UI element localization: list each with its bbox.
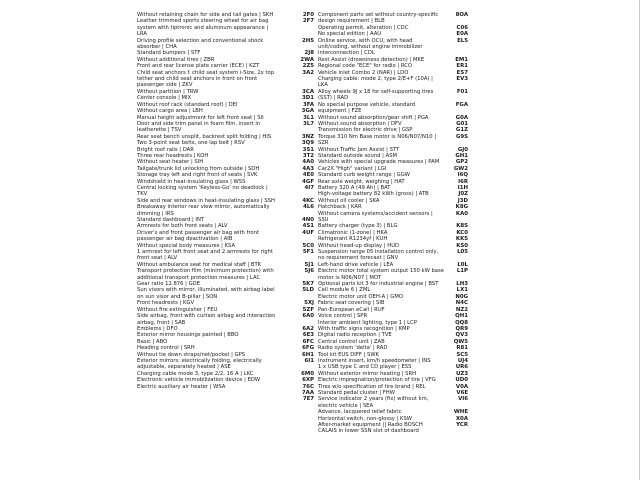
option-code: EV3 [456,76,468,83]
option-code: 6M0 [301,370,314,377]
equipment-entry [137,396,314,402]
option-code: I1H [457,184,468,191]
equipment-description: 1 armrest for left front seat and 2 armrests for right front seat | ALV [137,249,273,262]
equipment-description: Without ambulance seat for medical staff | BTK [137,261,262,268]
equipment-description: Front and rear license plate carrier (ECE) | KZT [137,63,260,70]
equipment-description: Transmission for electric drive | GSP [318,127,413,134]
option-code: 6FC [302,338,314,345]
equipment-description: Voice control | SPR [318,313,368,320]
equipment-description: Without fire extinguisher | FEU [137,306,218,313]
equipment-list-left [137,12,314,403]
equipment-description: Basic | ABO [137,338,168,345]
option-code: YCR [456,422,468,428]
option-code: 3GA [301,108,314,115]
equipment-description: Side and rear windows in heat-insulating glass | SSH [137,197,275,204]
equipment-description: Electric motor unit OEH-A | GMO [318,293,403,300]
equipment-description: Standard curb weight range | GGW [318,172,410,179]
equipment-description: Online service, with OCU, with head unit/coding, without engine immobilizer interconnection | CDL [318,37,423,57]
option-code: 4E0 [302,172,314,179]
equipment-description: Electric impregnation/protection of tire | VFG [318,377,436,384]
option-code: 4UF [302,229,314,236]
option-code: 3A2 [302,69,314,76]
equipment-description: Door and side trim panel in foam film, insert in leatherette | TSV [137,120,261,134]
equipment-entry [137,249,314,262]
equipment-description: Cell module 6 | ZML [318,287,371,294]
equipment-description: Digital radio reception | TVE [318,332,392,339]
option-code: EM1 [455,56,468,63]
option-code: 3CA [302,88,314,95]
option-code: 3T2 [302,152,314,159]
option-code: WHE [453,409,468,416]
option-code: 4S1 [302,223,314,230]
equipment-description: Sun visors with mirror, illuminated, with airbag label on sun visor and B-pillar | SON [137,287,275,300]
option-code: ER1 [456,63,468,70]
equipment-description: Pan-European eCall | RUF [318,306,385,313]
equipment-description: Fabric seat covering | SIB [318,300,385,307]
equipment-entry [137,18,314,37]
option-code: V6E [456,389,468,396]
option-code: QR9 [455,325,468,332]
equipment-description: Instrument insert, km/h speedometer | INS [318,357,431,364]
option-code: 3Q9 [301,140,314,147]
equipment-entry [318,89,468,102]
option-code: X0A [455,415,468,422]
equipment-description: Regional code "ECE" for radio | RCO [318,63,413,70]
option-code: 5C0 [302,242,314,249]
option-code: 6A2 [302,325,314,332]
option-code: 6E3 [302,332,314,339]
equipment-description: Side airbag, front with curtain airbag and interaction airbag, front | SAB [137,313,276,326]
option-code: GH1 [455,152,468,159]
equipment-entry [318,102,468,115]
equipment-description: Charging cable mode 3, type 2/2, 16 A | LKC [137,370,254,377]
equipment-description: Central control unit | ZAB [318,338,385,345]
option-code: K8G [455,204,468,211]
option-code: 4I7 [304,184,314,191]
option-code: 3FA [303,101,314,108]
option-code: QH1 [455,313,468,320]
equipment-description: Without retaining chain for side and tail gates | SKH [137,12,274,18]
option-code: UD0 [455,377,468,384]
equipment-entry [318,428,468,434]
equipment-description: Central locking system 'Keyless-Go' no deadlock | TKV [137,184,268,198]
equipment-entry [318,268,468,281]
equipment-description: Horizontal switch, non-glossy | KSW [318,415,412,422]
equipment-description: Refrigerant R1234yf | KUH [318,236,388,243]
option-code: F01 [456,88,468,95]
equipment-description: Torque 310 Nm Base motor is N06/N07/N10 | SZR [318,133,437,147]
option-code: QW5 [453,338,468,345]
equipment-description: Without roof rack (standard roof) | DEI [137,101,238,108]
equipment-description: Electric motor total system output 150 kW base motor is N06/N07 | MOT [318,268,444,281]
option-code: L0L [457,261,468,268]
option-code: 2J8 [304,50,314,57]
option-code: 5XJ [304,300,314,307]
option-code: 3S1 [302,146,314,153]
equipment-description: Hatchback | KAR [318,204,362,211]
equipment-description: Alloy wheels 9J x 18 for self-supporting tires (SST) | RAD [318,88,434,102]
equipment-description: Driver's and front passenger air bag with front passenger air bag deactivation | AIB [137,229,260,243]
option-code: 3L1 [303,114,314,121]
equipment-description: Vehicle inlet Combo 2 (NAR) | LDO [318,69,409,76]
equipment-description: Rest Assist (drowsiness detection) | MKE [318,56,425,63]
equipment-description: Radio system 'delta' | RAD [318,345,388,352]
equipment-entry [137,121,314,134]
equipment-description: Advance, lacquered relief fabric [318,409,402,416]
option-code: N0G [455,293,468,300]
equipment-description: Leather trimmed sports steering wheel for air bag system with tiptronic and aluminum appearance | LRA [137,18,269,38]
equipment-description: Climatronic (1-zone) | HKA [318,229,388,236]
option-code: LH3 [456,281,468,288]
equipment-entry [318,38,468,57]
option-code: I6Q [457,172,468,179]
equipment-description: Car2X "High" variant | LGI [318,165,387,172]
option-code: 8OA [455,12,468,18]
option-code: 4L6 [303,204,314,211]
equipment-description: Heading control | SRH [137,345,195,352]
option-code: J3D [457,197,468,204]
equipment-entry [318,211,468,224]
option-code: 5J1 [304,261,314,268]
option-code: KK5 [455,236,468,243]
equipment-description: Without cargo area | LBH [137,108,203,115]
option-code: R81 [456,345,468,352]
equipment-description: 1 x USB type C and CD player | ESS [318,364,412,371]
option-code: 6FG [302,345,314,352]
option-code: EL5 [457,37,468,44]
option-code: 3NZ [301,133,314,140]
option-code: KC0 [456,229,468,236]
equipment-entry [318,76,468,89]
option-code: FGA [455,101,468,108]
option-code: GJ0 [457,146,468,153]
equipment-description: Center console | MIX [137,95,192,102]
equipment-description: After-market equipment || Radio BOSCH [318,422,423,428]
equipment-list-right [318,12,468,435]
option-code: SC5 [456,351,468,358]
option-code: GW2 [453,165,468,172]
equipment-description: Standard pedal cluster | FHW [318,389,395,396]
option-code: 4A3 [302,165,314,172]
option-code: L05 [457,249,468,256]
equipment-description: Left-hand drive vehicle | LEA [318,261,394,268]
equipment-entry [318,396,468,409]
option-code: G1Z [455,127,468,134]
option-code: ES7 [456,69,468,76]
option-code: 2F0 [302,12,314,18]
equipment-description: No special purpose vehicle, standard equipment | FZE [318,101,416,115]
equipment-description: Suspension range 05 installation control only, no requirement forecast | GNV [318,249,439,262]
equipment-entry [137,230,314,243]
equipment-description: Emblems | DFO [137,325,178,332]
equipment-description: CALAIS in lower SSN slot of dashboard [318,428,419,435]
equipment-description: Tires w/o specification of tire brand | REL [318,383,426,390]
equipment-description: Battery 320 A (49 Ah) | BAT [318,184,391,191]
equipment-description: Without oil cooler | SKA [318,197,380,204]
equipment-description: No special edition | AAU [318,31,382,38]
equipment-description: Without additional tires | ZBR [137,56,215,63]
equipment-description: Rear axle weight, weighing | HAT [318,178,405,185]
option-code: KA0 [455,210,468,217]
option-code: G01 [456,120,468,127]
equipment-description: Three rear headrests | KOH [137,152,209,159]
equipment-description: Gear ratio 12.876 | GDE [137,281,201,288]
equipment-description: Without camera systems/accident sensors | SSU [318,210,433,223]
equipment-description: Bright roof rails | DAR [137,146,194,153]
option-code: 4A0 [302,159,314,166]
equipment-description: Rear seat bench unsplit, backrest split folding | HIS [137,133,272,140]
option-code: 5K7 [302,281,314,288]
equipment-description: Driving profile selection and conventional shock absorber | CHA [137,37,264,51]
equipment-description: Transport protection film (minimum protection) with additional transport protection measures | LAC [137,268,274,281]
equipment-entry [318,249,468,262]
equipment-description: Component parts set without country-specific design requirement | BLB [318,12,439,25]
equipment-description: Storage tray left and right front of seats | SVK [137,172,258,179]
equipment-description: Battery charger (type 3) | BLG [318,223,398,230]
equipment-description: Without sound absorption | DFV [318,120,402,127]
option-code: VI6 [458,396,468,403]
equipment-description: Operating permit, alteration | CDC [318,24,409,31]
option-code: I6R [458,178,468,185]
equipment-description: Armrests for both front seats | ALV [137,223,228,230]
option-code: 4GF [302,178,314,185]
equipment-description: Electric auxiliary air heater | WSA [137,383,226,390]
option-code: E0A [456,31,468,38]
option-code: C06 [456,24,468,31]
option-code: QQ8 [455,319,468,326]
equipment-description: Without head-up display | HUD [318,242,400,249]
option-code: GP2 [455,159,468,166]
equipment-description: Standard bumpers | STF [137,50,201,57]
equipment-description: Breakaway interior rear view mirror, automatically dimming | IRS [137,204,270,217]
option-code: 6XP [302,377,314,384]
equipment-description: Without sound absorption/gear shift | PGA [318,114,429,121]
option-code: G9S [455,133,468,140]
equipment-description: Windshield in heat-insulating glass | WSS [137,178,246,185]
equipment-description: Tool kit EUS DIFF | SWK [318,351,379,358]
equipment-description: Without tie down straps/net/pocket | GPS [137,351,246,358]
option-code: V0A [455,383,468,390]
equipment-description: Electronic vehicle immobilization device | EDW [137,377,261,384]
equipment-entry [318,134,468,147]
equipment-description: Interior ambient lighting, type 1 | LCP [318,319,417,326]
equipment-description: Standard dashboard | INT [137,217,205,223]
equipment-description: High-voltage battery 82 kWh (gross) | ATB [318,191,429,198]
equipment-description: Two 3-point seat belts, one lap belt | RSV [137,140,245,147]
equipment-entry [137,70,314,89]
option-code: LX1 [456,287,468,294]
option-code: NZ2 [455,306,468,313]
option-code: 4KC [302,197,314,204]
option-code: 2H5 [301,37,314,44]
equipment-description: Without Traffic Jam Assist | STT [318,146,400,153]
option-code: 6A0 [302,313,314,320]
option-code: 5F1 [302,249,314,256]
option-code: 7E7 [302,396,314,403]
option-code: KS0 [456,242,468,249]
option-code: UR6 [455,364,468,371]
option-code: 2Z5 [302,63,314,70]
equipment-entry [137,185,314,198]
equipment-description: Without partition | TRW [137,88,199,95]
equipment-description: Service indicator 2 years (fix) without km, electric vehicle | SEA [318,396,429,409]
option-code: 5ZF [302,306,314,313]
option-code: 6I1 [304,357,314,364]
option-code: 2WA [300,56,314,63]
equipment-entry [137,287,314,300]
equipment-description: Vehicles with special upgrade measures | PAM [318,159,440,166]
equipment-description: Exterior mirrors: electrically folding, electrically adjustable, separately heated | ASE [137,357,262,371]
equipment-entry [137,268,314,281]
equipment-description: Charging cable: mode 2, type 2/E+F (10A) | LKA [318,76,433,89]
option-code: 2F7 [302,18,314,25]
option-code: 3L7 [303,120,314,127]
equipment-entry [318,12,468,25]
option-code: 76C [302,383,314,390]
option-code: 5LD [302,287,314,294]
equipment-description: Standard outside sound | ASM [318,152,398,159]
equipment-entry [137,204,314,217]
option-code: 7AA [301,389,314,396]
equipment-description: Manual height adjustment for left front seat | SII [137,114,264,121]
equipment-description: Exterior mirror housings painted | BBO [137,332,239,339]
equipment-description: Without special body measures | KSA [137,242,236,249]
option-code: 3D1 [302,95,314,102]
equipment-entry [137,313,314,326]
option-code: 6H1 [301,351,314,358]
equipment-description: Without seat heater | SIH [137,159,204,166]
equipment-description: With traffic signs recognition | KMP [318,325,410,332]
equipment-entry [137,358,314,371]
option-code: 4N0 [301,217,314,223]
option-code: UJ4 [457,357,468,364]
option-code: 5J6 [304,268,314,275]
option-code: QV3 [455,332,468,339]
equipment-description: Optional parts kit 3 for industrial engine | BST [318,281,439,288]
equipment-description: Without exterior mirror heating | SRH [318,370,417,377]
option-code: J0Z [458,191,468,198]
option-code: K8S [456,223,468,230]
equipment-description: Front headrests | KGV [137,300,195,307]
option-code: N4C [455,300,468,307]
equipment-description: Child seat anchors f. child seat system i-Size, 2x top tether and child seat anchors in front on front passenger side | ZKV [137,69,275,89]
option-code: UZ3 [455,370,468,377]
equipment-description: Tailgate/trunk lid unlocking from outside | SDH [137,165,260,172]
option-code: L1P [456,268,468,275]
option-code: G0A [455,114,468,121]
equipment-entry [137,38,314,51]
